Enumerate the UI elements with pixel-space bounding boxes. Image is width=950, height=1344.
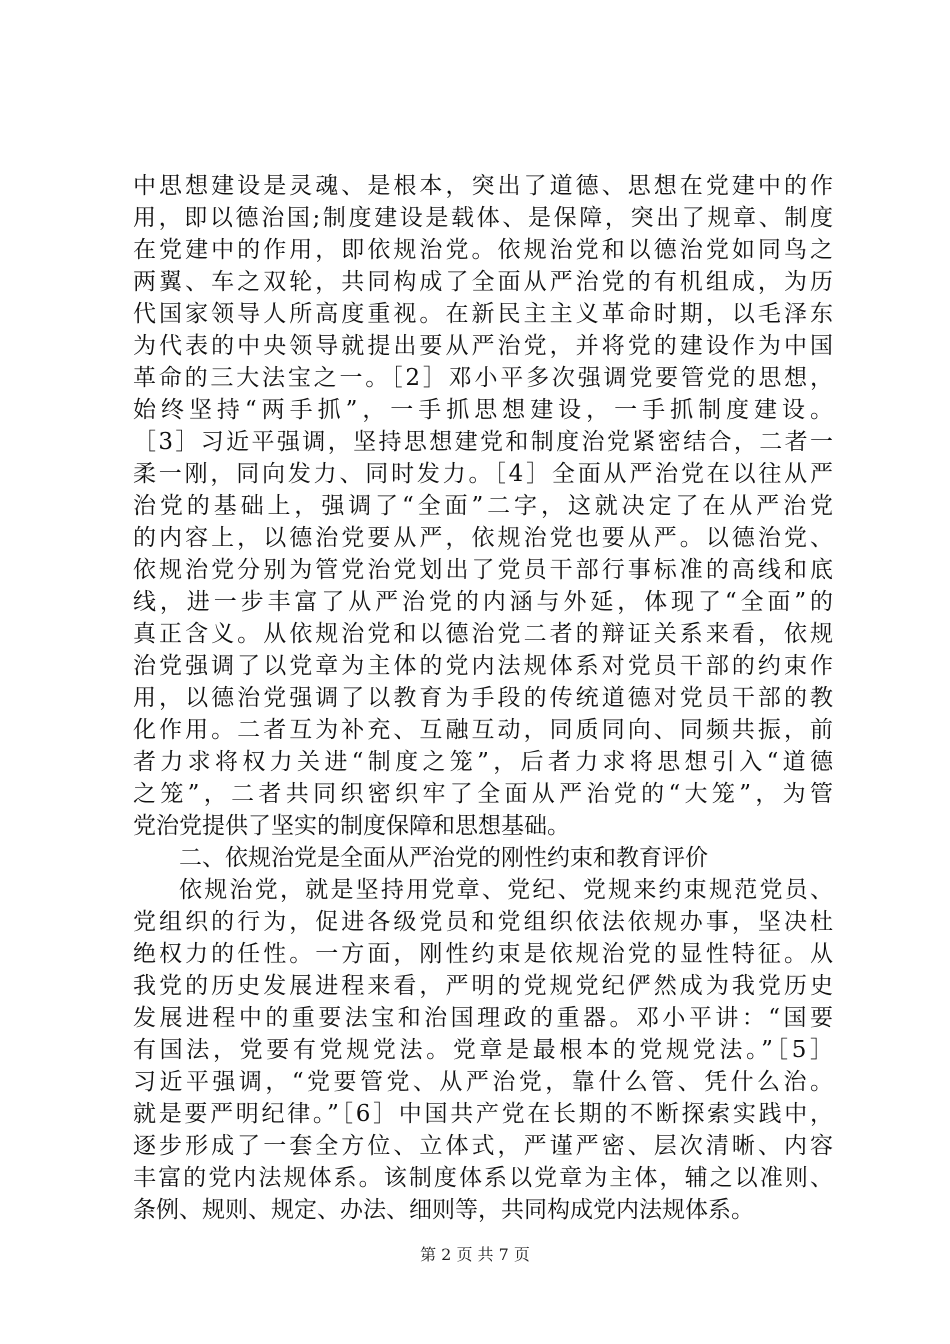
- section-heading: 二、依规治党是全面从严治党的刚性约束和教育评价: [179, 845, 708, 871]
- text-line: 治党的基础上，强调了“全面”二字，这就决定了在从严治党: [133, 493, 833, 519]
- text-line: 者力求将权力关进“制度之笼”，后者力求将思想引入“道德: [133, 749, 833, 775]
- text-line: 习近平强调，“党要管党、从严治党，靠什么管、凭什么治。: [133, 1069, 833, 1095]
- text-line: 为代表的中央领导就提出要从严治党，并将党的建设作为中国: [133, 333, 833, 359]
- text-line: 之笼”，二者共同织密织牢了全面从严治党的“大笼”，为管: [133, 781, 833, 807]
- page-footer: 第 2 页 共 7 页: [420, 1245, 530, 1264]
- body-text: [133, 170, 833, 1226]
- text-line: 柔一刚，同向发力、同时发力。［4］全面从严治党在以往从严: [133, 461, 833, 487]
- text-line: 真正含义。从依规治党和以德治党二者的辩证关系来看，依规: [133, 621, 833, 647]
- text-line: 发展进程中的重要法宝和治国理政的重器。邓小平讲：“国要: [133, 1005, 833, 1031]
- text-line: 化作用。二者互为补充、互融互动，同质同向、同频共振，前: [133, 717, 833, 743]
- text-line: 依规治党，就是坚持用党章、党纪、党规来约束规范党员、: [179, 877, 833, 903]
- text-line: 我党的历史发展进程来看，严明的党规党纪俨然成为我党历史: [133, 973, 833, 999]
- text-line: 用，即以德治国;制度建设是载体、是保障，突出了规章、制度: [133, 205, 833, 231]
- text-line: 有国法，党要有党规党法。党章是最根本的党规党法。”［5］: [133, 1037, 833, 1063]
- paragraph-2: [133, 874, 833, 1226]
- text-line: 丰富的党内法规体系。该制度体系以党章为主体，辅之以准则、: [133, 1165, 833, 1191]
- text-line: 治党强调了以党章为主体的党内法规体系对党员干部的约束作: [133, 653, 833, 679]
- text-line: 就是要严明纪律。”［6］中国共产党在长期的不断探索实践中，: [133, 1101, 833, 1127]
- text-line: 革命的三大法宝之一。［2］邓小平多次强调党要管党的思想，: [133, 365, 833, 391]
- text-line: 依规治党分别为管党治党划出了党员干部行事标准的高线和底: [133, 557, 833, 583]
- text-line: 用，以德治党强调了以教育为手段的传统道德对党员干部的教: [133, 685, 833, 711]
- text-line: 两翼、车之双轮，共同构成了全面从严治党的有机组成，为历: [133, 269, 833, 295]
- text-line: 在党建中的作用，即依规治党。依规治党和以德治党如同鸟之: [133, 237, 833, 263]
- text-line: 绝权力的任性。一方面，刚性约束是依规治党的显性特征。从: [133, 941, 833, 967]
- text-line: 始终坚持“两手抓”，一手抓思想建设，一手抓制度建设。: [133, 397, 833, 423]
- text-line: 逐步形成了一套全方位、立体式，严谨严密、层次清晰、内容: [133, 1133, 833, 1159]
- paragraph-1: [133, 170, 833, 842]
- text-line: 条例、规则、规定、办法、细则等，共同构成党内法规体系。: [133, 1197, 754, 1223]
- text-line: 党组织的行为，促进各级党员和党组织依法依规办事，坚决杜: [133, 909, 833, 935]
- text-line: 中思想建设是灵魂、是根本，突出了道德、思想在党建中的作: [133, 173, 833, 199]
- text-line: ［3］习近平强调，坚持思想建党和制度治党紧密结合，二者一: [133, 429, 833, 455]
- text-line: 党治党提供了坚实的制度保障和思想基础。: [133, 813, 570, 839]
- text-line: 的内容上，以德治党要从严，依规治党也要从严。以德治党、: [133, 525, 833, 551]
- text-line: 线，进一步丰富了从严治党的内涵与外延，体现了“全面”的: [133, 589, 833, 615]
- text-line: 代国家领导人所高度重视。在新民主主义革命时期，以毛泽东: [133, 301, 833, 327]
